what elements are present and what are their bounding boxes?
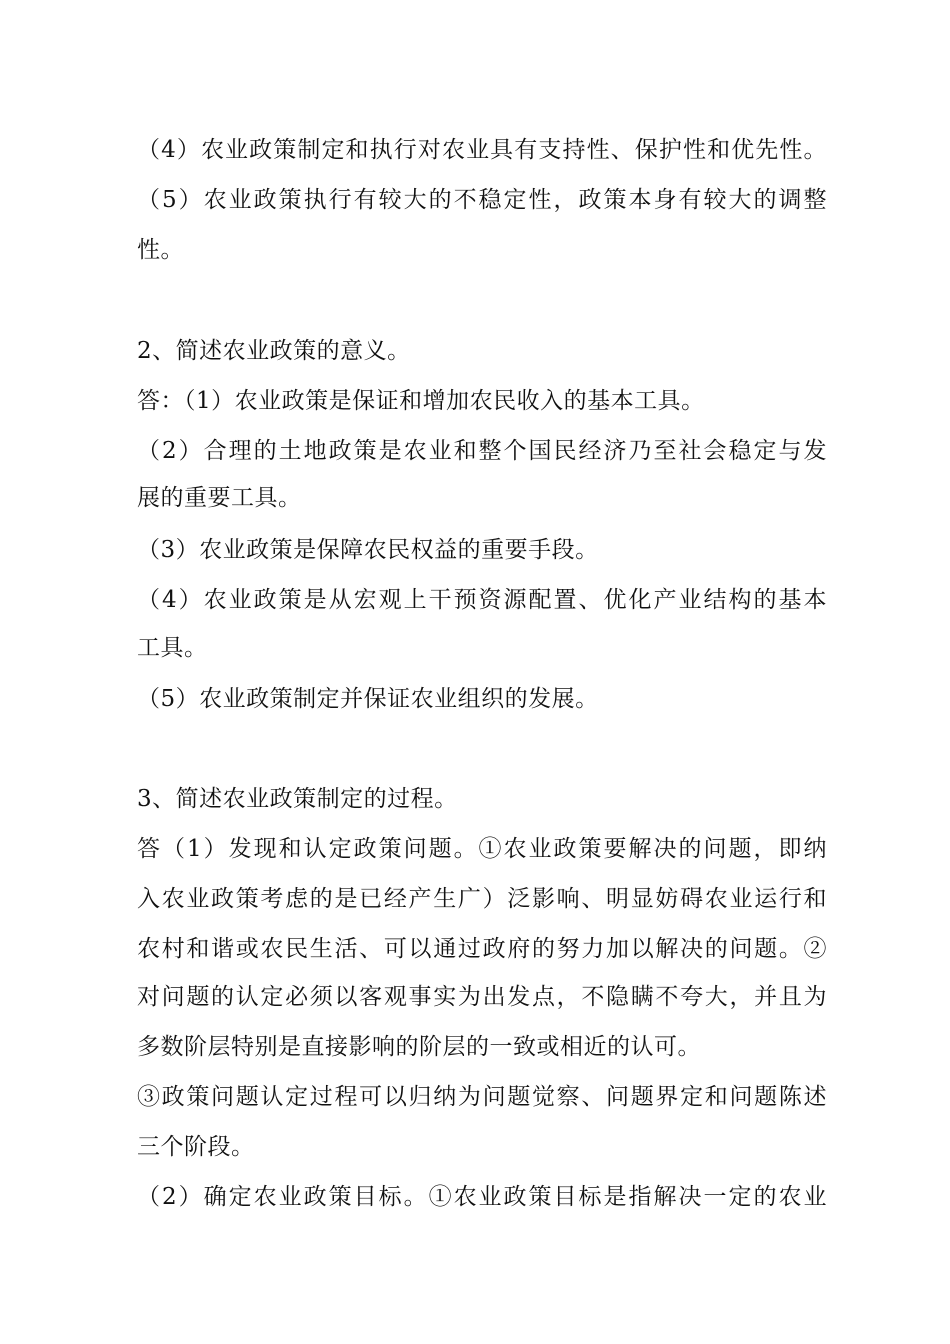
text-line-17: 多数阶层特别是直接影响的阶层的一致或相近的认可。 xyxy=(137,1034,701,1060)
question-3-heading: 3、简述农业政策制定的过程。 xyxy=(137,786,458,812)
text-line-20: （2）确定农业政策目标。①农业政策目标是指解决一定的农业 xyxy=(137,1184,827,1210)
text-line-10: 工具。 xyxy=(137,635,208,661)
text-line-15: 农村和谐或农民生活、可以通过政府的努力加以解决的问题。② xyxy=(137,936,827,962)
text-line-13: 答（1）发现和认定政策问题。①农业政策要解决的问题，即纳 xyxy=(137,836,827,862)
text-line-9: （4）农业政策是从宏观上干预资源配置、优化产业结构的基本 xyxy=(137,587,827,613)
text-line-3: 性。 xyxy=(137,237,184,263)
text-line-5: 答：（1）农业政策是保证和增加农民收入的基本工具。 xyxy=(137,388,705,414)
text-line-2: （5）农业政策执行有较大的不稳定性，政策本身有较大的调整 xyxy=(137,187,827,213)
text-line-7: 展的重要工具。 xyxy=(137,485,302,511)
text-line-8: （3）农业政策是保障农民权益的重要手段。 xyxy=(137,537,599,563)
text-line-6: （2）合理的土地政策是农业和整个国民经济乃至社会稳定与发 xyxy=(137,438,827,464)
text-line-11: （5）农业政策制定并保证农业组织的发展。 xyxy=(137,686,599,712)
text-line-1: （4）农业政策制定和执行对农业具有支持性、保护性和优先性。 xyxy=(137,137,827,163)
text-line-16: 对问题的认定必须以客观事实为出发点，不隐瞒不夸大，并且为 xyxy=(137,984,827,1010)
text-line-14: 入农业政策考虑的是已经产生广）泛影响、明显妨碍农业运行和 xyxy=(137,886,827,912)
text-line-18: ③政策问题认定过程可以归纳为问题觉察、问题界定和问题陈述 xyxy=(137,1084,827,1110)
text-line-19: 三个阶段。 xyxy=(137,1134,255,1160)
question-2-heading: 2、简述农业政策的意义。 xyxy=(137,338,411,364)
